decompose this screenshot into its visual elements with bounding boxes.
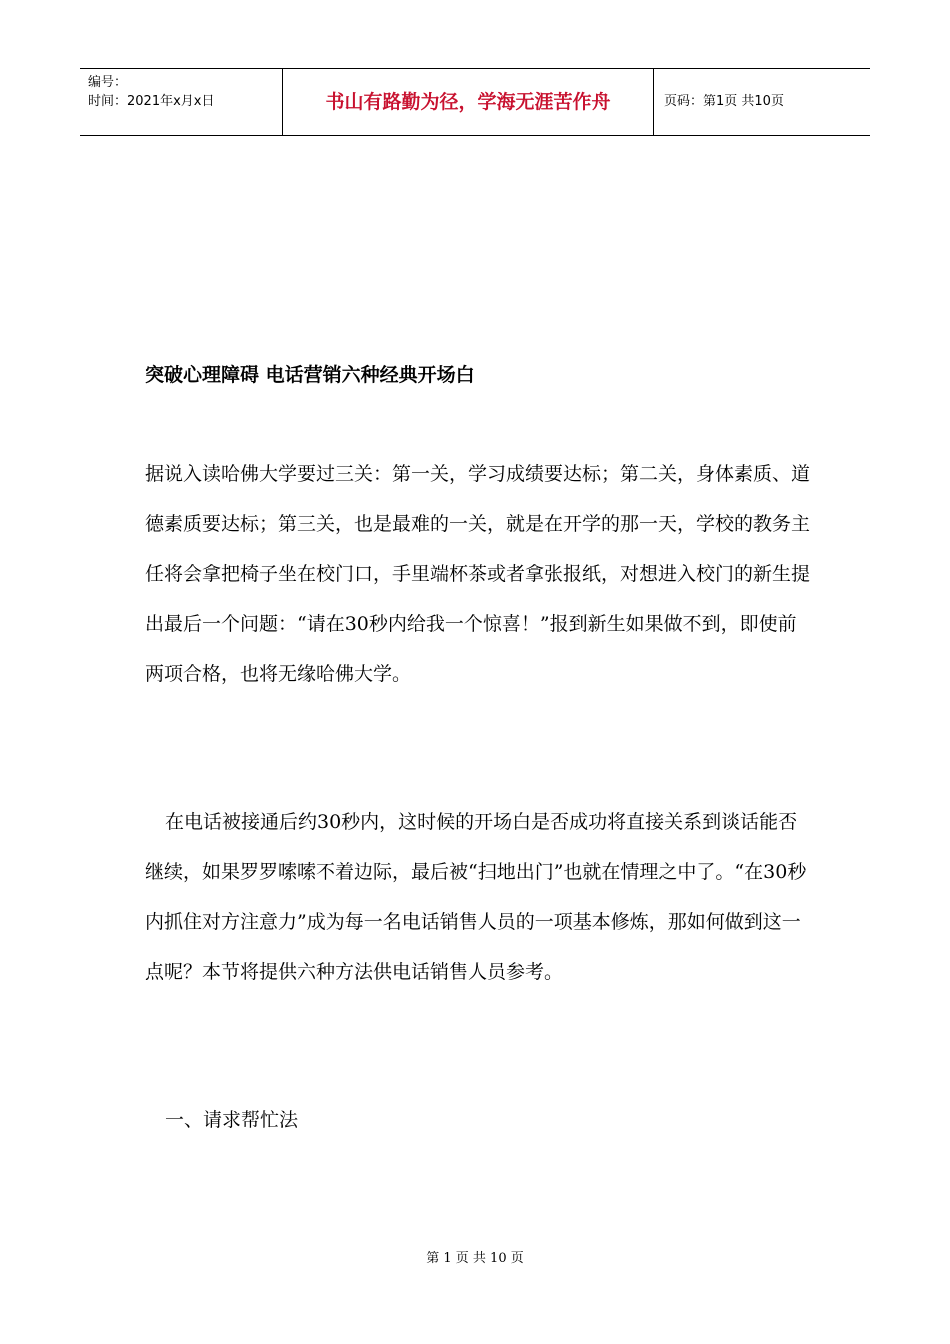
page-header — [80, 68, 870, 136]
paragraph-intro: 据说入读哈佛大学要过三关：第一关，学习成绩要达标；第二关，身体素质、道德素质要达标；第三关，也是最难的一关，就是在开学的那一天，学校的教务主任将会拿把椅子坐在校门口，手里端杯茶或者拿张报纸，对想进入校门的新生提出最后一个问题：“请在30秒内给我一个惊喜！”报到新生如果做不到，即使前两项合格，也将无缘哈佛大学。 — [145, 463, 811, 685]
document-title: 突破心理障碍 电话营销六种经典开场白 — [145, 364, 475, 386]
doc-time-label: 时间：2021年x月x日 — [88, 94, 215, 109]
header-page-info: 页码：第1页 共10页 — [664, 94, 784, 109]
page-footer: 第 1 页 共 10 页 — [426, 1251, 524, 1266]
section-heading-help: 一、请求帮忙法 — [165, 1109, 299, 1131]
paragraph-opening: 在电话被接通后约30秒内，这时候的开场白是否成功将直接关系到谈话能否继续，如果罗罗嗦嗦不着边际，最后被“扫地出门”也就在情理之中了。“在30秒内抓住对方注意力”成为每一名电话销售人员的一项基本修炼，那如何做到这一点呢？本节将提供六种方法供电话销售人员参考。 — [145, 811, 807, 983]
header-motto: 书山有路勤为径，学海无涯苦作舟 — [282, 69, 654, 135]
doc-number-label: 编号： — [88, 75, 128, 90]
header-meta — [80, 69, 282, 135]
